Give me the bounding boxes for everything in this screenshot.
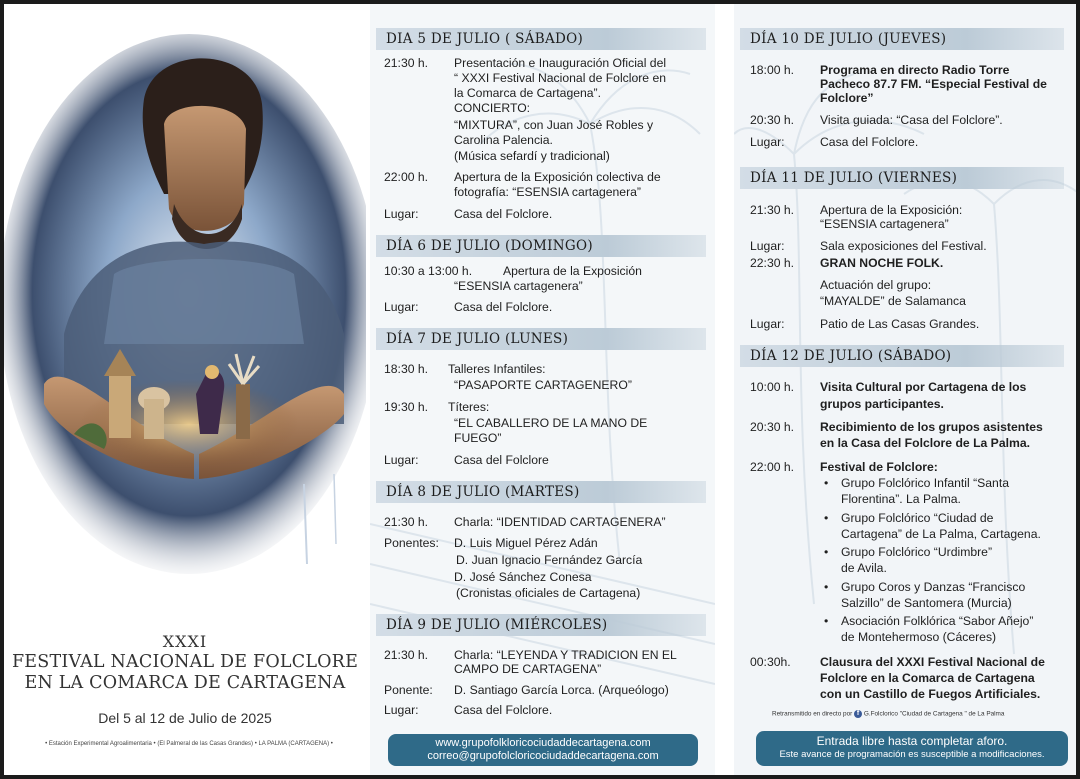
time: 21:30 h. (384, 56, 429, 70)
event-text: CONCIERTO: (454, 101, 531, 115)
event-text: Apertura de la Exposición colectiva de (454, 170, 661, 184)
admission-box (756, 731, 1068, 766)
speaker: D. José Sánchez Conesa (454, 570, 592, 584)
ponentes-label: Ponentes: (384, 536, 439, 550)
email-link[interactable]: correo@grupofolcloricociudaddecartagena.com (427, 750, 659, 762)
lugar-value: Casa del Folclore. (454, 300, 553, 314)
event-text: “PASAPORTE CARTAGENERO” (454, 378, 632, 392)
event-text: FUEGO” (454, 431, 502, 445)
event-text: “ESENSIA cartagenera” (454, 279, 583, 293)
time: 18:00 h. (750, 63, 795, 77)
time: 21:30 h. (750, 203, 795, 217)
group-name: Grupo Folclórico Infantil “Santa (841, 476, 1009, 490)
group-name: Asociación Folklórica “Sabor Añejo” (841, 614, 1034, 628)
speaker: D. Juan Ignacio Fernández García (456, 553, 643, 567)
cover-illustration (4, 4, 366, 604)
speaker: D. Luis Miguel Pérez Adán (454, 536, 598, 550)
lugar-value: Casa del Folclore. (454, 703, 553, 717)
cover-title (4, 632, 366, 694)
lugar-value: Patio de Las Casas Grandes. (820, 317, 980, 331)
ponente-label: Ponente: (384, 683, 433, 697)
bullet-dot: • (824, 614, 829, 628)
event-text: en la Casa del Folclore de La Palma. (820, 436, 1030, 450)
event-text: Pacheco 87.7 FM. “Especial Festival de (820, 77, 1047, 91)
bullet-dot: • (824, 580, 829, 594)
lugar-label: Lugar: (750, 239, 785, 253)
event-text: Clausura del XXXI Festival Nacional de (820, 655, 1045, 669)
broadcast-label: Retransmitido en directo por (772, 710, 853, 718)
day-header-12: DÍA 12 DE JULIO (SÁBADO) (740, 345, 1064, 367)
time: 22:30 h. (750, 256, 795, 270)
event-text: Folclore” (820, 91, 874, 105)
group-name: Grupo Coros y Danzas “Francisco (841, 580, 1026, 594)
bullet-dot: • (824, 545, 829, 559)
event-text: fotografía: “ESENSIA cartagenera” (454, 185, 641, 199)
contact-box (388, 734, 698, 766)
event-text: Visita Cultural por Cartagena de los (820, 380, 1027, 394)
event-text: Festival de Folclore: (820, 460, 938, 474)
day-header-10: DÍA 10 DE JULIO (JUEVES) (740, 28, 1064, 50)
program-column-right (734, 4, 1080, 775)
event-text: CAMPO DE CARTAGENA” (454, 662, 602, 676)
website-link[interactable]: www.grupofolkloricociudaddecartagena.com (435, 737, 651, 749)
lugar-value: Casa del Folclore (454, 453, 549, 467)
event-text: (Música sefardí y tradicional) (454, 149, 610, 163)
speaker-note: (Cronistas oficiales de Cartagena) (456, 586, 641, 600)
time: 20:30 h. (750, 420, 795, 434)
event-text: Talleres Infantiles: (448, 362, 546, 376)
broadcast-note (772, 710, 1004, 718)
event-text: Apertura de la Exposición: (820, 203, 963, 217)
cover-panel (4, 4, 366, 775)
bullet-dot: • (824, 511, 829, 525)
event-text: Programa en directo Radio Torre (820, 63, 1010, 77)
lugar-value: Sala exposiciones del Festival. (820, 239, 987, 253)
time: 10:00 h. (750, 380, 795, 394)
cover-dates: Del 5 al 12 de Julio de 2025 (98, 710, 272, 726)
time: 22:00 h. (384, 170, 429, 184)
lugar-label: Lugar: (750, 317, 785, 331)
day-header-7: DÍA 7 DE JULIO (LUNES) (376, 328, 706, 350)
day-header-8: DÍA 8 DE JULIO (MARTES) (376, 481, 706, 503)
event-text: “MAYALDE” de Salamanca (820, 294, 966, 308)
time: 20:30 h. (750, 113, 795, 127)
cover-venues: • Estación Experimental Agroalimentaria • (El Palmeral de las Casas Grandes) • LA PALMA (CARTAGENA) • (45, 741, 333, 747)
group-name: de Avila. (841, 561, 887, 575)
event-text: Actuación del grupo: (820, 278, 932, 292)
lugar-value: Casa del Folclore. (454, 207, 553, 221)
event-text: la Comarca de Cartagena”. (454, 86, 601, 100)
cover-title-line2: EN LA COMARCA DE CARTAGENA (24, 673, 346, 693)
group-name: Florentina”. La Palma. (841, 492, 961, 506)
time: 18:30 h. (384, 362, 429, 376)
event-text: Recibimiento de los grupos asistentes (820, 420, 1043, 434)
time: 22:00 h. (750, 460, 795, 474)
event-text: “MIXTURA”, con Juan José Robles y (454, 118, 654, 132)
lugar-label: Lugar: (384, 207, 419, 221)
time: 19:30 h. (384, 400, 429, 414)
event-text: “ESENSIA cartagenera” (820, 217, 949, 231)
event-text: Charla: “IDENTIDAD CARTAGENERA” (454, 515, 666, 529)
time: 10:30 a 13:00 h. (384, 264, 473, 278)
lugar-label: Lugar: (384, 703, 419, 717)
event-text: Charla: “LEYENDA Y TRADICION EN EL (454, 648, 677, 662)
lugar-label: Lugar: (384, 300, 419, 314)
group-name: Grupo Folclórico “Urdimbre” (841, 545, 993, 559)
cover-edition: XXXI (162, 632, 208, 651)
lugar-label: Lugar: (384, 453, 419, 467)
disclaimer-text: Este avance de programación es susceptible a modificaciones. (779, 749, 1045, 760)
day-header-5: DIA 5 DE JULIO ( SÁBADO) (376, 28, 706, 50)
group-name: Grupo Folclórico “Ciudad de (841, 511, 994, 525)
event-text: Carolina Palencia. (454, 133, 553, 147)
admission-text: Entrada libre hasta completar aforo. (816, 734, 1008, 748)
group-name: de Montehermoso (Cáceres) (841, 630, 997, 644)
event-text: grupos participantes. (820, 397, 944, 411)
event-text: Títeres: (448, 400, 490, 414)
day-header-9: DÍA 9 DE JULIO (MIÉRCOLES) (376, 614, 706, 636)
speaker: D. Santiago García Lorca. (Arqueólogo) (454, 683, 669, 697)
day-header-11: DÍA 11 DE JULIO (VIERNES) (740, 167, 1064, 189)
event-text: Visita guiada: “Casa del Folclore”. (820, 113, 1003, 127)
cover-title-line1: FESTIVAL NACIONAL DE FOLCLORE (11, 652, 359, 672)
event-text: Presentación e Inauguración Oficial del (454, 56, 667, 70)
event-text: Folclore en la Comarca de Cartagena (820, 671, 1035, 685)
facebook-icon[interactable]: f (854, 710, 862, 718)
event-text: GRAN NOCHE FOLK. (820, 256, 944, 270)
time: 00:30h. (750, 655, 791, 669)
event-text: con un Castillo de Fuegos Artificiales. (820, 687, 1041, 701)
group-name: Salzillo” de Santomera (Murcia) (841, 596, 1012, 610)
day-header-6: DÍA 6 DE JULIO (DOMINGO) (376, 235, 706, 257)
facebook-page-name[interactable]: G.Folclorico "Ciudad de Cartagena " de La Palma (863, 710, 1005, 718)
time: 21:30 h. (384, 648, 429, 662)
bullet-dot: • (824, 476, 829, 490)
program-column-left (370, 4, 715, 775)
lugar-value: Casa del Folclore. (820, 135, 919, 149)
event-text: Apertura de la Exposición (503, 264, 642, 278)
group-name: Cartagena” de La Palma, Cartagena. (841, 527, 1041, 541)
time: 21:30 h. (384, 515, 429, 529)
lugar-label: Lugar: (750, 135, 785, 149)
event-text: “EL CABALLERO DE LA MANO DE (454, 416, 648, 430)
event-text: “ XXXI Festival Nacional de Folclore en (454, 71, 667, 85)
